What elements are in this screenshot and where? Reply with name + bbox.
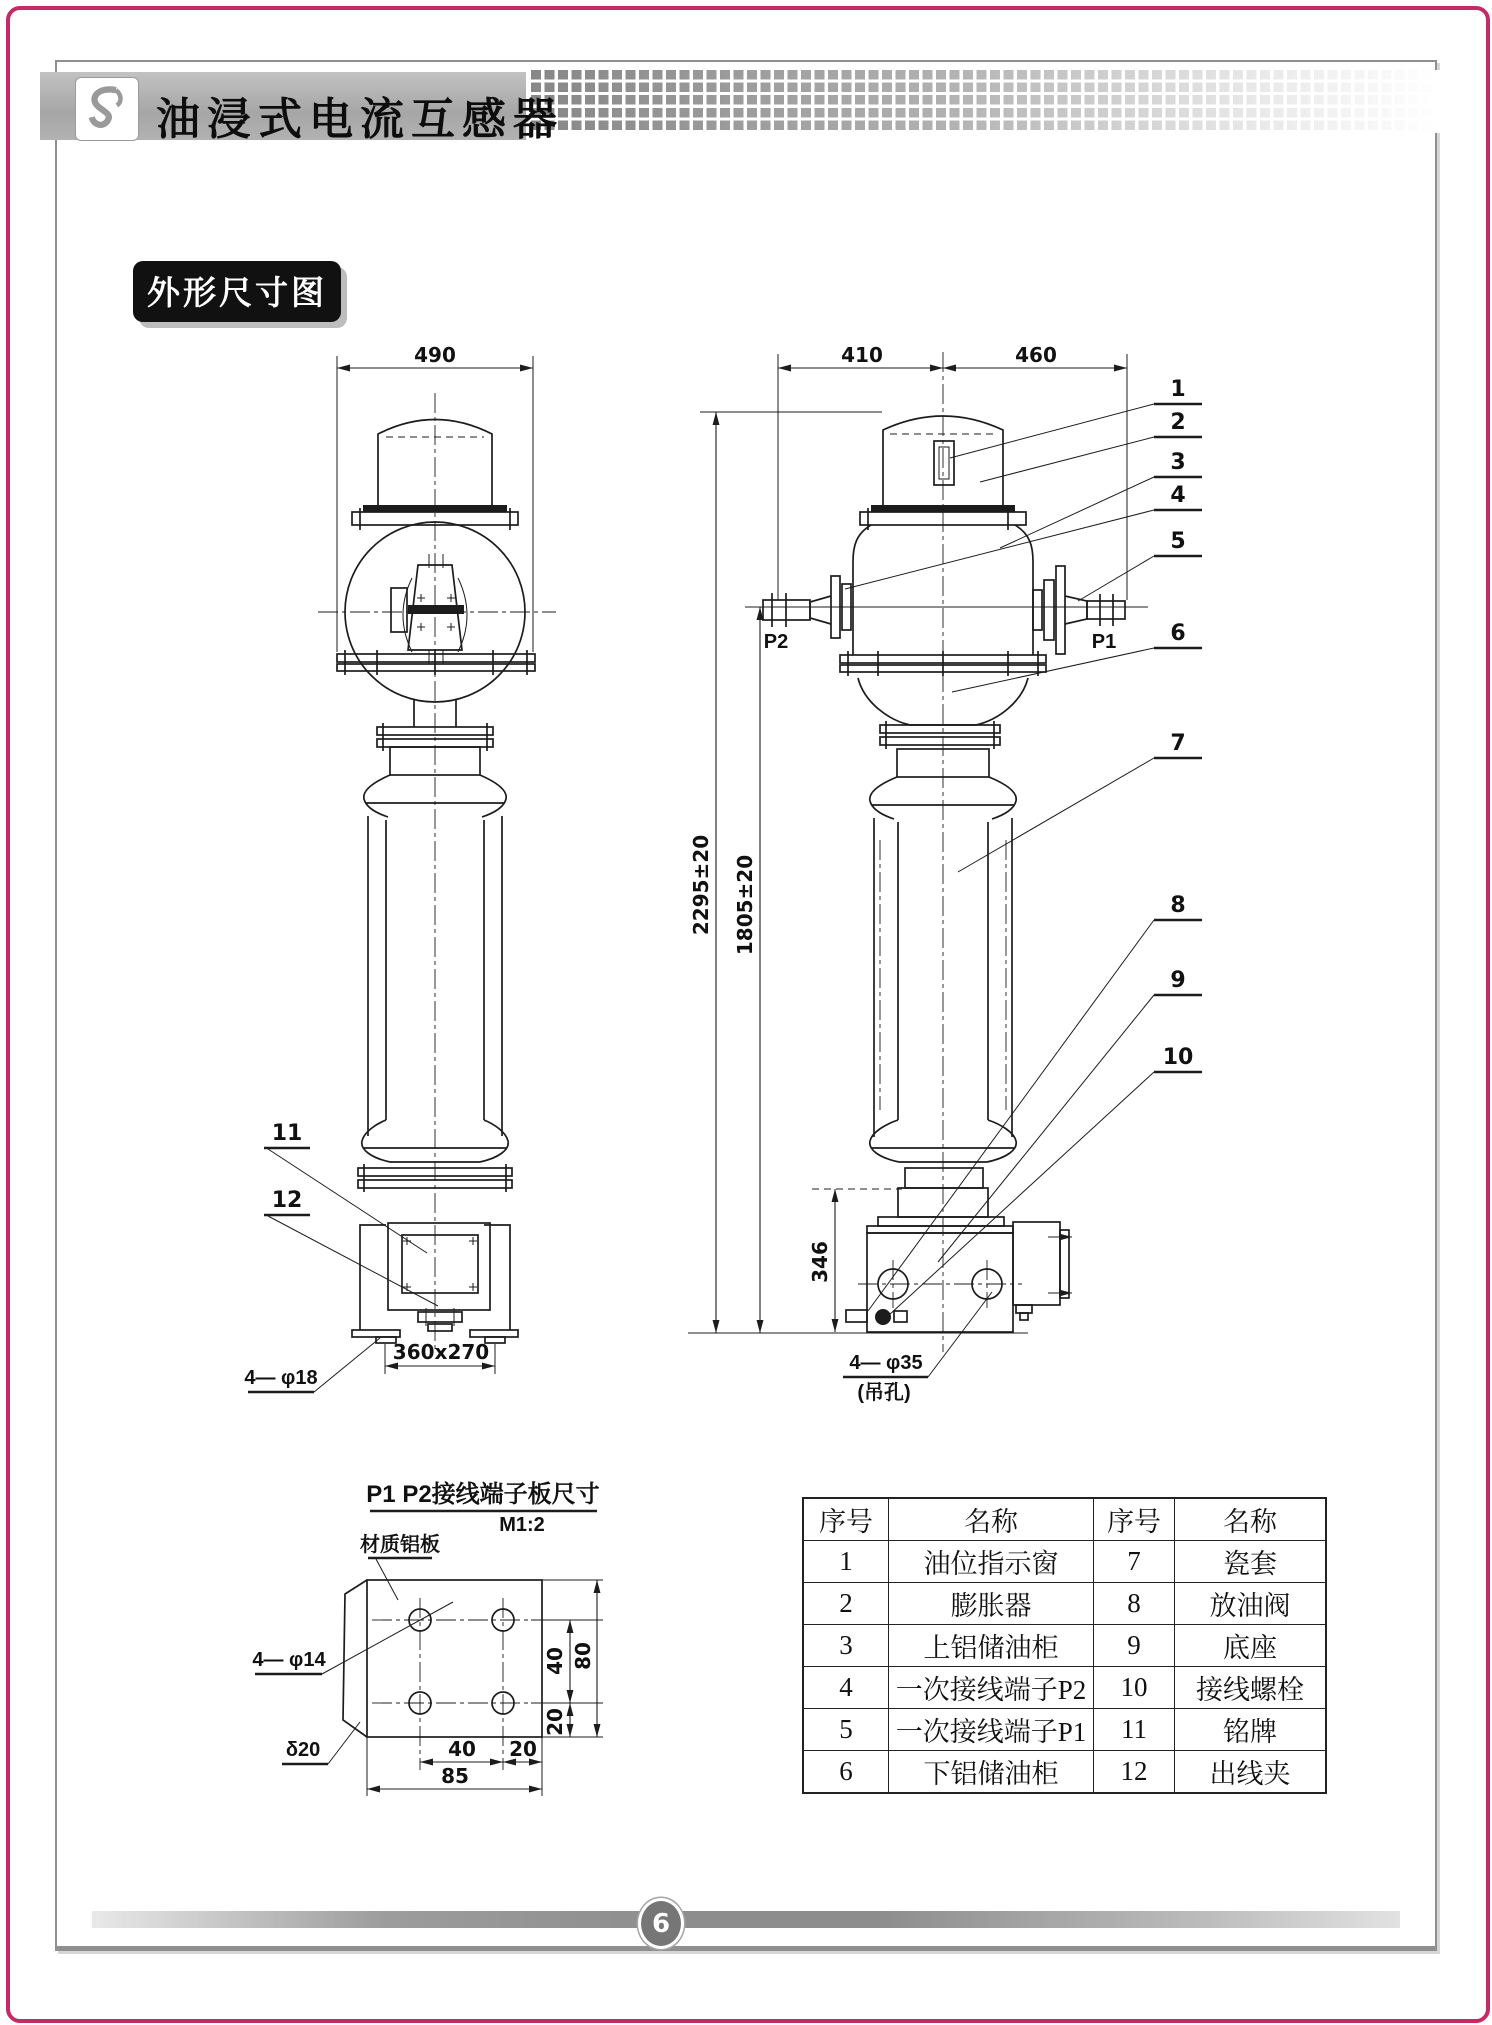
parts-table-header-cell: 名称 — [889, 1498, 1094, 1541]
parts-table-cell: 下铝储油柜 — [889, 1751, 1094, 1794]
plate-hole-note — [252, 1602, 453, 1674]
front-hole-note — [244, 1338, 380, 1392]
parts-table-row — [803, 1667, 1326, 1709]
parts-table-cell: 10 — [1094, 1667, 1175, 1709]
parts-table-header-row — [803, 1498, 1326, 1541]
parts-table-cell: 瓷套 — [1175, 1541, 1327, 1583]
note-4-phi14: 4— φ14 — [252, 1649, 326, 1671]
section-label: 外形尺寸图 — [133, 261, 341, 322]
side-hole-note — [843, 1292, 992, 1404]
parts-table-cell: 1 — [803, 1541, 889, 1583]
plate-bottom-dimensions — [367, 1737, 542, 1796]
parts-table-cell: 9 — [1094, 1625, 1175, 1667]
side-lower-neck — [880, 721, 1000, 777]
svg-text:6: 6 — [1170, 621, 1186, 646]
parts-table-cell: 7 — [1094, 1541, 1175, 1583]
svg-text:2: 2 — [1170, 410, 1186, 435]
parts-table-cell: 11 — [1094, 1709, 1175, 1751]
front-callout-12 — [264, 1188, 438, 1306]
plate-material-note — [360, 1532, 440, 1600]
svg-text:3: 3 — [1170, 450, 1186, 475]
parts-table-cell: 油位指示窗 — [889, 1541, 1094, 1583]
callout-5 — [1078, 529, 1202, 601]
parts-table-cell: 4 — [803, 1667, 889, 1709]
dim-v40: 40 — [543, 1647, 567, 1675]
parts-table-cell: 铭牌 — [1175, 1709, 1327, 1751]
parts-table-row — [803, 1541, 1326, 1583]
dim-410: 410 — [841, 343, 883, 367]
plate-title: P1 P2接线端子板尺寸 — [366, 1481, 600, 1508]
label-p1: P1 — [1091, 631, 1117, 653]
parts-table-row — [803, 1583, 1326, 1625]
parts-table-cell: 一次接线端子P2 — [889, 1667, 1094, 1709]
front-primary-terminal — [391, 554, 467, 664]
dim-490: 490 — [414, 343, 456, 367]
plate-scale: M1:2 — [499, 1514, 545, 1536]
callout-4 — [845, 483, 1202, 589]
page-number-badge — [638, 1898, 684, 1949]
svg-text:7: 7 — [1170, 731, 1186, 756]
parts-table-cell: 一次接线端子P1 — [889, 1709, 1094, 1751]
note-4-phi18: 4— φ18 — [244, 1367, 318, 1389]
dim-h40: 40 — [448, 1737, 476, 1761]
front-callout-11 — [264, 1121, 427, 1253]
note-delta20: δ20 — [285, 1739, 321, 1761]
svg-text:8: 8 — [1170, 893, 1186, 918]
page-title: 油浸式电流互感器 — [156, 95, 564, 144]
parts-table-header-cell: 名称 — [1175, 1498, 1327, 1541]
callout-9 — [938, 968, 1202, 1262]
dim-346: 346 — [808, 1241, 832, 1283]
parts-table-cell: 接线螺栓 — [1175, 1667, 1327, 1709]
parts-table-cell: 6 — [803, 1751, 889, 1794]
parts-table-cell: 底座 — [1175, 1625, 1327, 1667]
side-insulator — [867, 777, 1016, 1233]
dim-v20: 20 — [543, 1708, 567, 1736]
parts-table-header-cell: 序号 — [1094, 1498, 1175, 1541]
parts-table-cell: 3 — [803, 1625, 889, 1667]
callout-11: 11 — [271, 1121, 303, 1146]
callout-12: 12 — [271, 1188, 303, 1213]
svg-text:9: 9 — [1170, 968, 1186, 993]
parts-table-header-cell: 序号 — [803, 1498, 889, 1541]
callout-8 — [868, 893, 1202, 1311]
svg-text:10: 10 — [1162, 1045, 1194, 1070]
side-base-box — [846, 1222, 1072, 1332]
note-material: 材质铝板 — [360, 1534, 440, 1556]
terminal-plate-detail — [252, 1481, 603, 1796]
svg-text:5: 5 — [1170, 529, 1186, 554]
footer-bar — [92, 1911, 1400, 1928]
parts-table-cell: 膨胀器 — [889, 1583, 1094, 1625]
callout-10 — [888, 1045, 1202, 1316]
svg-text:1: 1 — [1170, 377, 1186, 402]
parts-table-body — [803, 1541, 1326, 1794]
dim-360x270: 360x270 — [392, 1340, 490, 1364]
parts-table-cell: 5 — [803, 1709, 889, 1751]
parts-table-cell: 放油阀 — [1175, 1583, 1327, 1625]
label-p2: P2 — [763, 631, 789, 653]
parts-table-cell: 出线夹 — [1175, 1751, 1327, 1794]
callout-7 — [958, 731, 1202, 872]
dim-2295: 2295±20 — [689, 834, 713, 936]
side-height-dimensions — [688, 412, 1028, 1333]
parts-table-row — [803, 1751, 1326, 1794]
side-terminal-p2 — [763, 576, 851, 653]
front-view-drawing — [244, 343, 556, 1392]
callout-6 — [952, 621, 1202, 692]
note-4-phi35: 4— φ35 — [849, 1352, 923, 1374]
side-view-drawing — [688, 343, 1202, 1404]
dim-h85: 85 — [441, 1764, 469, 1788]
svg-text:4: 4 — [1170, 483, 1186, 508]
parts-table-row — [803, 1709, 1326, 1751]
side-terminal-p1 — [1033, 566, 1125, 654]
parts-table-cell: 12 — [1094, 1751, 1175, 1794]
parts-table-row — [803, 1625, 1326, 1667]
parts-table-cell: 2 — [803, 1583, 889, 1625]
dim-h20: 20 — [509, 1737, 537, 1761]
parts-table-cell: 8 — [1094, 1583, 1175, 1625]
dim-460: 460 — [1015, 343, 1057, 367]
front-base-dimension — [385, 1340, 495, 1374]
callout-1 — [950, 377, 1202, 458]
dim-v80: 80 — [571, 1642, 595, 1670]
parts-table-cell: 上铝储油柜 — [889, 1625, 1094, 1667]
plate-thickness-note — [282, 1722, 360, 1764]
parts-table — [802, 1497, 1327, 1794]
parts-table-head — [803, 1498, 1326, 1541]
note-lifting-hole: (吊孔) — [857, 1382, 911, 1404]
dim-1805: 1805±20 — [733, 854, 757, 956]
page-number: 6 — [651, 1908, 671, 1939]
